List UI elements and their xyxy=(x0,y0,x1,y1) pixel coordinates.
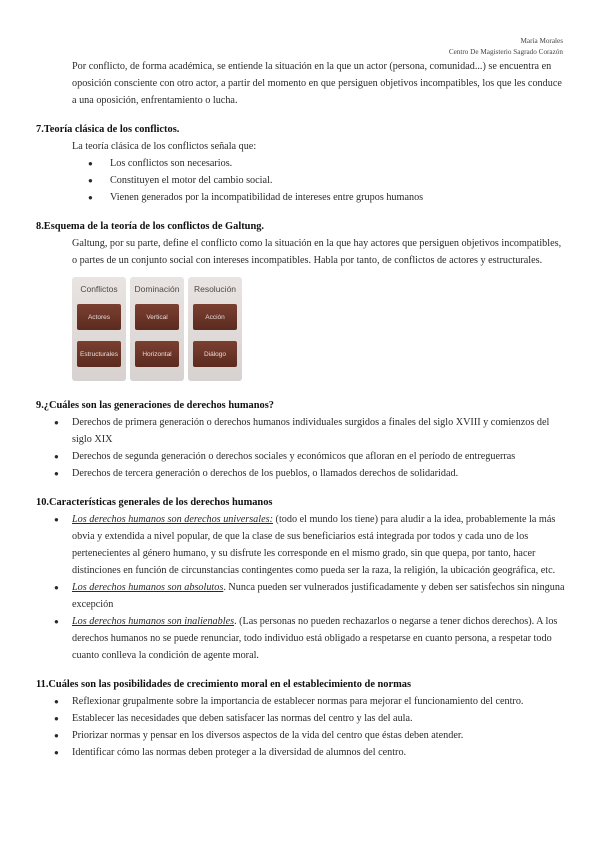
section-10-list xyxy=(36,511,566,664)
list-item: ● Constituyen el motor del cambio social. xyxy=(36,172,566,189)
list-item xyxy=(36,511,566,579)
section-8-text: Galtung, por su parte, define el conflicto como la situación en la que hay actores que persiguen objetivos incompatibles, o partes de un conjunto social con intereses incompatibles. Habla por tanto, de conflictos de actores y estructurales. xyxy=(72,238,562,266)
item-text: . (Las personas no pueden rechazarlos o negarse a tener dichos derechos). A los derechos humanos no se puede renunciar, todo individuo está obligado a respetarse en cuanto persona, a respetar todo cuanto conlleva la condición de agente moral. xyxy=(72,616,558,661)
list-item xyxy=(36,579,566,613)
list-item: ● Derechos de segunda generación o derechos sociales y económicos que afloran en el período de entreguerras xyxy=(36,448,566,465)
emphasis-text: Los derechos humanos son inalienables xyxy=(72,616,235,627)
list-item: ● Establecer las necesidades que deben satisfacer las normas del centro y las del aula. xyxy=(36,710,566,727)
section-11-list xyxy=(36,693,566,761)
list-item: ● Vienen generados por la incompatibilidad de intereses entre grupos humanos xyxy=(36,189,566,206)
list-item: ● Derechos de tercera generación o derechos de los pueblos, o llamados derechos de solidaridad. xyxy=(36,465,566,482)
diagram-column-resolution xyxy=(188,277,242,381)
list-item: ● Priorizar normas y pensar en los diversos aspectos de la vida del centro que éstas deben atender. xyxy=(36,727,566,744)
diagram-box: Actores xyxy=(77,304,121,330)
galtung-diagram xyxy=(72,277,244,381)
section-8-title: 8.Esquema de la teoría de los conflictos de Galtung. xyxy=(36,221,265,232)
emphasis-text: Los derechos humanos son absolutos xyxy=(72,582,224,593)
section-11-title: 11.Cuáles son las posibilidades de crecimiento moral en el establecimiento de normas xyxy=(36,679,412,690)
list-item: ● Los conflictos son necesarios. xyxy=(36,155,566,172)
diagram-header: Conflictos xyxy=(80,284,118,294)
item-text: (todo el mundo los tiene) para aludir a la idea, probablemente la más obvia y extendida a nivel popular, de que la clase de sus beneficiarios está integrada por todos y cada uno de los pertenecientes al género humano, y su disfrute les corresponde en el mismo grado, sin que quepa, por tanto, hacer distinciones en función de circunstancias contingentes como pueda ser la raza, la religión, la ubicación geográfica, etc. xyxy=(72,514,556,576)
diagram-box: Diálogo xyxy=(193,341,237,367)
diagram-box: Vertical xyxy=(135,304,179,330)
diagram-box: Estructurales xyxy=(77,341,121,367)
section-7-title: 7.Teoría clásica de los conflictos. xyxy=(36,124,180,135)
diagram-column-domination xyxy=(130,277,184,381)
document-body xyxy=(36,58,566,761)
list-item: ● Reflexionar grupalmente sobre la importancia de establecer normas para mejorar el funcionamiento del centro. xyxy=(36,693,566,710)
section-10-title: 10.Características generales de los derechos humanos xyxy=(36,497,273,508)
list-item: ● Derechos de primera generación o derechos humanos individuales surgidos a finales del siglo XVIII y comienzos del siglo XIX xyxy=(36,414,566,448)
list-item xyxy=(36,613,566,664)
institution-name: Centro De Magisterio Sagrado Corazón xyxy=(448,48,563,56)
intro-paragraph: Por conflicto, de forma académica, se entiende la situación en la que un actor (persona, comunidad...) se encuentra en oposición consciente con otro actor, a partir del momento en que persiguen objetivos incompatibles, los que les conduce a una oposición, enfrentamiento o lucha. xyxy=(72,61,562,106)
list-item: ● Identificar cómo las normas deben proteger a la diversidad de alumnos del centro. xyxy=(36,744,566,761)
diagram-header: Dominación xyxy=(134,284,180,294)
page-header xyxy=(449,36,563,58)
diagram-column-conflicts xyxy=(72,277,126,381)
section-7-list xyxy=(36,155,566,206)
emphasis-text: Los derechos humanos son derechos universales: xyxy=(72,514,273,525)
item-text: . Nunca pueden ser vulnerados justificadamente y deben ser satisfechos sin ninguna excepción xyxy=(72,582,565,610)
section-9-list xyxy=(36,414,566,482)
section-7-lead: La teoría clásica de los conflictos señala que: xyxy=(72,141,257,152)
section-9-title: 9.¿Cuáles son las generaciones de derechos humanos? xyxy=(36,400,274,411)
diagram-box: Acción xyxy=(193,304,237,330)
author-name: María Morales xyxy=(520,37,563,45)
diagram-header: Resolución xyxy=(193,284,237,294)
diagram-box: Horizontal xyxy=(135,341,179,367)
